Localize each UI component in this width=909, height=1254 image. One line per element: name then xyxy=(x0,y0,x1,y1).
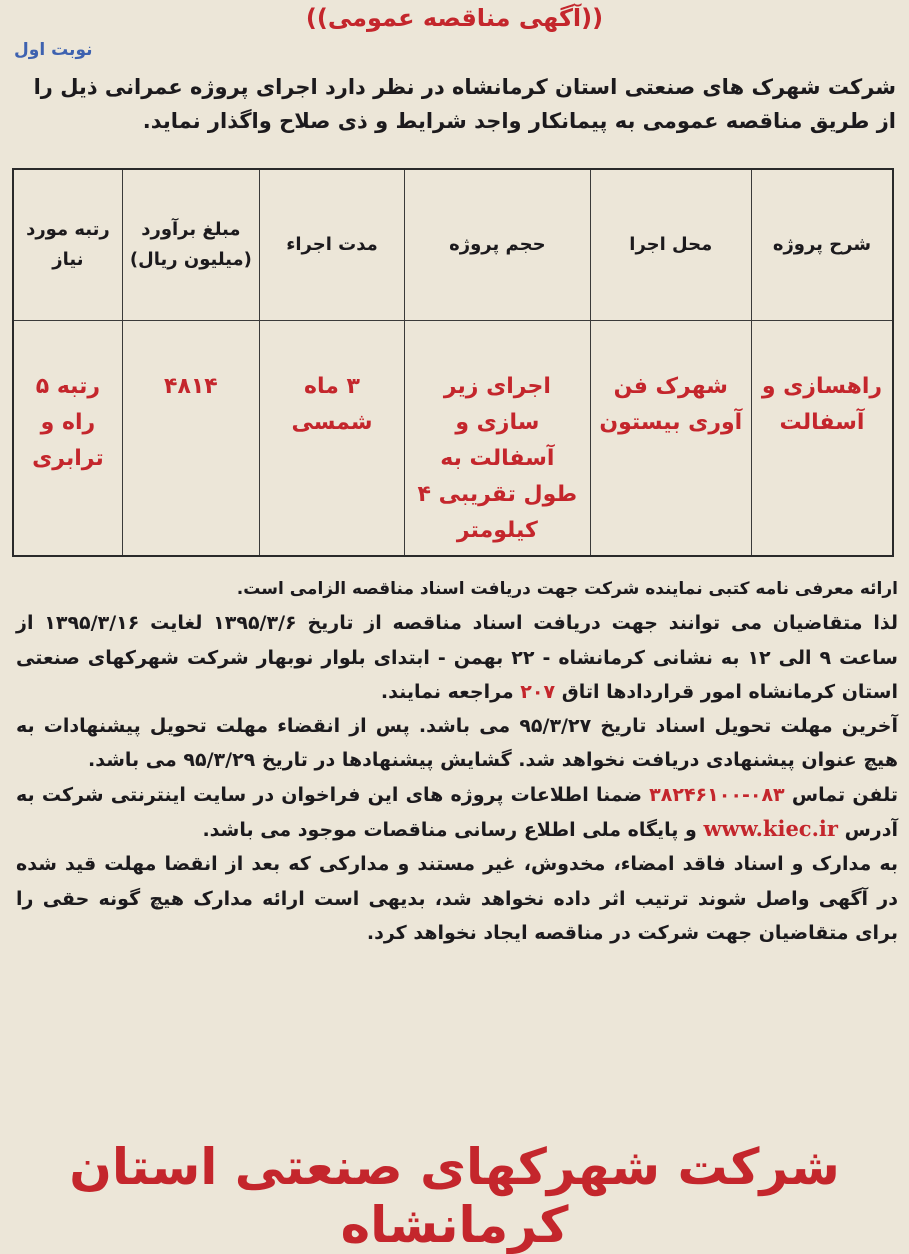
website-link[interactable]: www.kiec.ir xyxy=(703,816,838,842)
header-location: محل اجرا xyxy=(590,169,751,321)
phone-number: ۰۸۳-۳۸۲۴۶۱۰۰ xyxy=(649,783,785,806)
cell-estimate: ۴۸۱۴ xyxy=(122,321,259,557)
project-table xyxy=(12,168,894,557)
phone-label: تلفن تماس xyxy=(791,783,898,806)
intro-paragraph: شرکت شهرک های صنعتی استان کرمانشاه در نظر دارد اجرای پروژه عمرانی ذیل را از طریق مناقصه عمومی به پیمانکار واجد شرایط و ذی صلاح واگذار نماید. xyxy=(33,75,896,133)
cell-location: شهرک فن آوری بیستون xyxy=(590,321,751,557)
conditions-paragraph: به مدارک و اسناد فاقد امضاء، مخدوش، غیر مستند و مدارکی که بعد از انقضا مهلت قید شده در آگهی واصل شوند ترتیب اثر داده نخواهد شد، بدیهی است ارائه مدارک هیچ گونه حقی را برای متقاضیان جهت شرکت در مناقصه ایجاد نخواهد کرد. xyxy=(16,853,898,944)
pickup-text: لذا متقاضیان می توانند جهت دریافت اسناد مناقصه از تاریخ ۱۳۹۵/۳/۶ لغایت ۱۳۹۵/۳/۱۶ از ساعت ۹ الی ۱۲ به نشانی کرمانشاه - ۲۲ بهمن - ابتدای بلوار نوبهار شرکت شهرکهای صنعتی استان کرمانشاه امور قراردادها اتاق xyxy=(16,612,898,703)
deadline-paragraph: آخرین مهلت تحویل اسناد تاریخ ۹۵/۳/۲۷ می باشد. پس از انقضاء مهلت تحویل پیشنهادات به هیچ عنوان پیشنهادی دریافت نخواهد شد. گشایش پیشنهادها در تاریخ ۹۵/۳/۲۹ می باشد. xyxy=(16,715,898,772)
header-duration: مدت اجراء xyxy=(259,169,404,321)
table-header-row xyxy=(13,169,893,321)
header-grade: رتبه مورد نیاز xyxy=(13,169,122,321)
header-description: شرح پروژه xyxy=(751,169,893,321)
requirement-paragraph: ارائه معرفی نامه کتبی نماینده شرکت جهت دریافت اسناد مناقصه الزامی است. xyxy=(236,579,898,599)
website-text-end: و پایگاه ملی اطلاع رسانی مناقصات موجود می باشد. xyxy=(202,819,697,842)
website-text: ضمنا اطلاعات پروژه های این فراخوان در سایت اینترنتی شرکت به آدرس xyxy=(16,783,898,842)
notice-body xyxy=(16,572,898,950)
header-volume: حجم پروژه xyxy=(405,169,591,321)
document-pickup-paragraph xyxy=(16,606,898,709)
company-signature: شرکت شهرکهای صنعتی استان کرمانشاه xyxy=(69,1138,840,1254)
contact-paragraph xyxy=(16,778,898,848)
notice-title: ((آگهی مناقصه عمومی)) xyxy=(305,4,604,32)
cell-description: راهسازی و آسفالت xyxy=(751,321,893,557)
publication-round: نوبت اول xyxy=(14,40,93,60)
cell-duration: ۳ ماه شمسی xyxy=(259,321,404,557)
cell-grade: رتبه ۵ راه و ترابری xyxy=(13,321,122,557)
table-row xyxy=(13,321,893,557)
room-number: ۲۰۷ xyxy=(520,680,556,703)
header-estimate: مبلغ برآورد (میلیون ریال) xyxy=(122,169,259,321)
pickup-text-end: مراجعه نمایند. xyxy=(380,680,514,703)
cell-volume: اجرای زیر سازی و آسفالت به طول تقریبی ۴ کیلومتر xyxy=(405,321,591,557)
